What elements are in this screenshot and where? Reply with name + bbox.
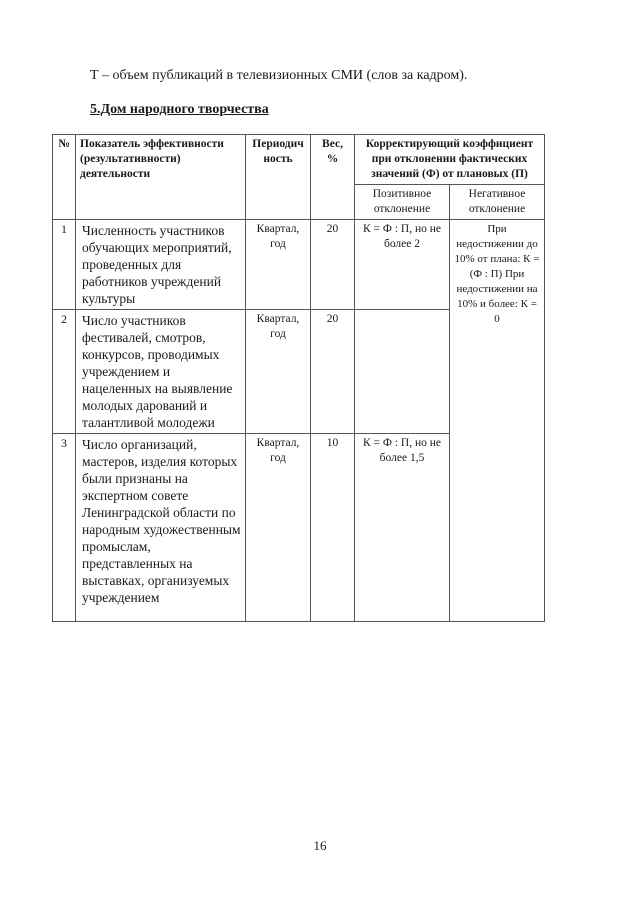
- page-number: 16: [313, 838, 327, 853]
- header-indicator: Показатель эффективности (результативности) деятельности: [76, 135, 246, 220]
- section-title: 5.Дом народного творчества: [90, 102, 269, 117]
- row-num: 3: [53, 434, 76, 622]
- table-row: [53, 220, 545, 310]
- row-period: Квартал, год: [246, 434, 311, 622]
- row-period: Квартал, год: [246, 220, 311, 310]
- row-num: 2: [53, 310, 76, 434]
- row-positive: К = Ф : П, но не более 1,5: [355, 434, 450, 622]
- row-indicator: Численность участников обучающих мероприятий, проведенных для работников учреждений культуры: [76, 220, 246, 310]
- header-negative: Негативное отклонение: [450, 185, 545, 220]
- header-num: №: [53, 135, 76, 220]
- row-positive: [355, 310, 450, 434]
- kpi-table: [52, 134, 545, 622]
- row-weight: 10: [311, 434, 355, 622]
- header-positive: Позитивное отклонение: [355, 185, 450, 220]
- row-positive: К = Ф : П, но не более 2: [355, 220, 450, 310]
- header-period: Периодич ность: [246, 135, 311, 220]
- row-indicator: Число организаций, мастеров, изделия которых были признаны на экспертном совете Ленинградской области по народным художественным промыслам, представленных на выставках, организуемых учреждением: [76, 434, 246, 622]
- row-period: Квартал, год: [246, 310, 311, 434]
- row-indicator: Число участников фестивалей, смотров, конкурсов, проводимых учреждением и нацеленных на выявление молодых дарований и талантливой молодежи: [76, 310, 246, 434]
- row-num: 1: [53, 220, 76, 310]
- header-row: [53, 135, 545, 185]
- negative-deviation-cell: При недостижении до 10% от плана: К = (Ф : П) При недостижении на 10% и более: К = 0: [450, 220, 545, 622]
- header-coefficient: Корректирующий коэффициент при отклонении фактических значений (Ф) от плановых (П): [355, 135, 545, 185]
- row-weight: 20: [311, 310, 355, 434]
- header-weight: Вес, %: [311, 135, 355, 220]
- intro-line: Т – объем публикаций в телевизионных СМИ (слов за кадром).: [90, 68, 468, 83]
- row-weight: 20: [311, 220, 355, 310]
